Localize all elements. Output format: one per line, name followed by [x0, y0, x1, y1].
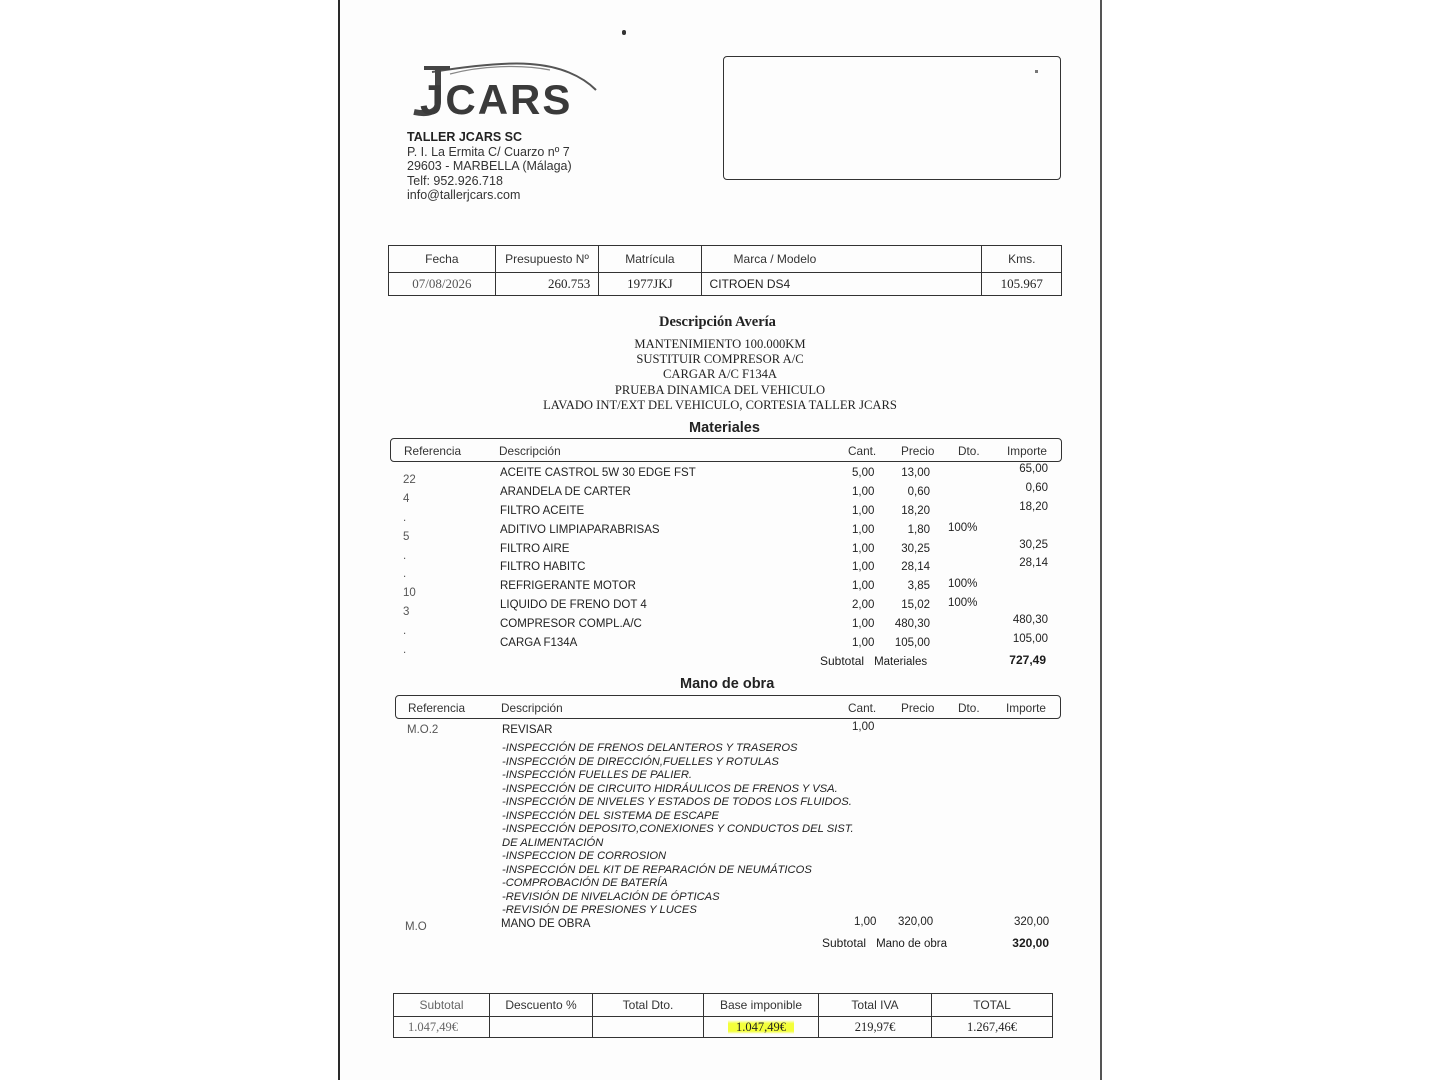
row-precio: 320,00	[898, 916, 934, 928]
inspection-item: -INSPECCIÓN DE FRENOS DELANTEROS Y TRASEROS	[502, 742, 798, 754]
labor-row-mano	[0, 916, 1440, 934]
row-ref: .	[403, 625, 407, 637]
header-label-marca: Marca / Modelo	[701, 246, 982, 273]
totals-label-subtotal: Subtotal	[394, 994, 490, 1017]
col-importe: Importe	[1007, 444, 1047, 458]
header-value-presupuesto: 260.753	[495, 273, 599, 296]
row-desc: FILTRO ACEITE	[500, 505, 585, 517]
mano-obra-subtotal	[822, 936, 947, 950]
company-info	[407, 130, 572, 203]
row-precio: 18,20	[901, 505, 930, 517]
material-row	[0, 463, 1440, 486]
labor-row-revisar	[0, 721, 1440, 742]
row-ref: M.O.2	[407, 724, 439, 736]
totals-value-base: 1.047,49€	[728, 1020, 794, 1034]
row-precio: 105,00	[894, 637, 930, 649]
row-cant: 1,00	[854, 916, 877, 928]
material-row	[0, 614, 1440, 637]
mano-obra-title: Mano de obra	[680, 676, 775, 692]
subtotal-label: Subtotal	[820, 654, 865, 668]
totals-value-iva: 219,97€	[819, 1017, 932, 1038]
row-cant: 1,00	[852, 486, 875, 498]
inspection-item: -REVISIÓN DE PRESIONES Y LUCES	[502, 904, 697, 916]
jcars-logo	[410, 60, 610, 130]
inspection-item: -INSPECCIÓN DE DIRECCIÓN,FUELLES Y ROTULAS	[502, 755, 779, 768]
averia-title: Descripción Avería	[659, 314, 776, 330]
company-address-line2: 29603 - MARBELLA (Málaga)	[407, 159, 572, 174]
header-label-fecha: Fecha	[389, 246, 496, 273]
subtotal-name: Mano de obra	[876, 938, 948, 950]
materiales-subtotal-value	[1000, 653, 1046, 667]
row-precio: 0,60	[907, 486, 930, 498]
mano-obra-column-header	[395, 695, 1061, 719]
col-descripcion: Descripción	[501, 701, 563, 715]
row-ref: .	[403, 550, 407, 562]
row-ref: 3	[403, 606, 410, 618]
row-ref: 10	[403, 587, 416, 599]
col-precio: Precio	[901, 444, 935, 458]
row-cant: 5,00	[852, 467, 875, 479]
row-cant: 1,00	[852, 637, 875, 649]
row-ref: .	[403, 644, 407, 656]
material-row	[0, 633, 1440, 656]
totals-label-iva: Total IVA	[819, 994, 932, 1017]
row-ref: 5	[403, 531, 410, 543]
row-precio: 28,14	[901, 561, 930, 573]
row-precio: 480,30	[894, 618, 930, 630]
row-dto: 100%	[948, 597, 978, 609]
averia-line: MANTENIMIENTO 100.000KM	[634, 337, 806, 351]
scan-dot	[622, 30, 626, 35]
averia-line: PRUEBA DINAMICA DEL VEHICULO	[614, 382, 826, 397]
material-row	[0, 524, 1440, 542]
material-row	[0, 539, 1440, 562]
row-ref: 22	[403, 474, 416, 486]
header-value-matricula: 1977JKJ	[599, 273, 701, 296]
row-desc: COMPRESOR COMPL.A/C	[500, 618, 642, 630]
inspection-item: -INSPECCIÓN DEL KIT DE REPARACIÓN DE NEUMÁTICOS	[502, 863, 812, 876]
inspection-item: -REVISIÓN DE NIVELACIÓN DE ÓPTICAS	[502, 890, 720, 903]
col-dto: Dto.	[958, 444, 980, 458]
row-ref: 4	[403, 493, 410, 505]
row-importe: 105,00	[1012, 633, 1048, 645]
col-descripcion: Descripción	[499, 444, 561, 458]
col-referencia: Referencia	[408, 701, 466, 715]
row-cant: 1,00	[852, 580, 875, 592]
company-phone: Telf: 952.926.718	[407, 173, 503, 188]
inspection-item: -INSPECCIÓN DEL SISTEMA DE ESCAPE	[502, 809, 719, 822]
row-cant: 1,00	[852, 721, 875, 733]
row-desc: ADITIVO LIMPIAPARABRISAS	[500, 524, 660, 536]
inspection-list	[502, 742, 854, 918]
inspection-item: -COMPROBACIÓN DE BATERÍA	[502, 877, 668, 889]
row-desc: FILTRO AIRE	[500, 543, 570, 555]
row-cant: 1,00	[852, 505, 875, 517]
row-desc: ARANDELA DE CARTER	[500, 486, 631, 498]
row-cant: 1,00	[852, 618, 875, 630]
averia-line: LAVADO INT/EXT DEL VEHICULO, CORTESIA TALLER JCARS	[543, 397, 897, 412]
materiales-title: Materiales	[689, 420, 760, 436]
totals-label-base: Base imponible	[704, 994, 819, 1017]
row-precio: 30,25	[901, 543, 930, 555]
header-value-kms: 105.967	[982, 273, 1062, 296]
row-importe: 0,60	[1025, 482, 1048, 494]
inspection-item: -INSPECCION DE CORROSION	[502, 850, 667, 862]
totals-label-total: TOTAL	[973, 998, 1011, 1012]
mano-obra-subtotal-value	[1000, 936, 1049, 950]
col-referencia: Referencia	[404, 444, 462, 458]
inspection-item: -INSPECCIÓN FUELLES DE PALIER.	[502, 769, 693, 781]
row-importe: 30,25	[1019, 539, 1048, 551]
header-value-fecha: 07/08/2026	[389, 273, 496, 296]
col-dto: Dto.	[958, 701, 980, 715]
totals-label-descuento: Descuento %	[490, 994, 593, 1017]
row-cant: 1,00	[852, 524, 875, 536]
row-dto: 100%	[948, 522, 978, 534]
budget-header-table	[388, 245, 1062, 296]
row-precio: 13,00	[901, 467, 930, 479]
row-desc: CARGA F134A	[500, 637, 578, 649]
row-desc: MANO DE OBRA	[501, 918, 591, 930]
totals-value-base-cell	[704, 1017, 819, 1038]
customer-address-box	[723, 56, 1061, 180]
col-cant: Cant.	[848, 701, 877, 715]
averia-line: SUSTITUIR COMPRESOR A/C	[636, 352, 804, 367]
company-name: TALLER JCARS SC	[407, 130, 523, 144]
inspection-item: -INSPECCIÓN DE CIRCUITO HIDRÁULICOS DE FRENOS Y VSA.	[502, 782, 838, 795]
inspection-item: -INSPECCIÓN DEPOSITO,CONEXIONES Y CONDUCTOS DEL SIST.	[502, 823, 854, 835]
material-row	[0, 501, 1440, 524]
logo-text: JCARS	[420, 76, 573, 123]
totals-value-total-dto	[593, 1017, 704, 1038]
col-cant: Cant.	[848, 444, 877, 458]
row-desc: FILTRO HABITC	[500, 561, 586, 573]
row-importe: 28,14	[1019, 557, 1048, 569]
totals-table	[393, 993, 1053, 1038]
row-desc: ACEITE CASTROL 5W 30 EDGE FST	[500, 467, 696, 479]
row-precio: 15,02	[901, 599, 930, 611]
subtotal-name: Materiales	[874, 656, 928, 668]
totals-value-descuento	[490, 1017, 593, 1038]
col-importe: Importe	[1006, 701, 1046, 715]
material-row	[0, 599, 1440, 617]
subtotal-label: Subtotal	[822, 936, 867, 950]
scan-mark	[1035, 70, 1038, 73]
row-desc: REFRIGERANTE MOTOR	[500, 580, 636, 592]
header-label-kms: Kms.	[1008, 252, 1036, 266]
row-ref: .	[403, 512, 407, 524]
row-cant: 2,00	[852, 599, 875, 611]
totals-value-total: 1.267,46€	[932, 1017, 1053, 1038]
company-email: info@tallerjcars.com	[407, 188, 521, 203]
totals-label-total-dto: Total Dto.	[593, 994, 704, 1017]
row-importe: 480,30	[1012, 614, 1048, 626]
row-precio: 1,80	[907, 524, 930, 536]
inspection-item: DE ALIMENTACIÓN	[502, 836, 604, 849]
materiales-subtotal	[820, 654, 927, 668]
row-desc: REVISAR	[502, 724, 553, 736]
row-dto: 100%	[948, 578, 978, 590]
row-ref: .	[403, 568, 407, 580]
row-desc: LIQUIDO DE FRENO DOT 4	[500, 599, 647, 611]
averia-lines	[540, 337, 900, 413]
row-ref: M.O	[405, 921, 427, 933]
materiales-column-header	[390, 438, 1062, 462]
inspection-item: -INSPECCIÓN DE NIVELES Y ESTADOS DE TODOS LOS FLUIDOS.	[502, 796, 852, 808]
row-importe: 320,00	[1014, 916, 1050, 928]
row-cant: 1,00	[852, 543, 875, 555]
company-address-line1: P. I. La Ermita C/ Cuarzo nº 7	[407, 144, 570, 159]
row-cant: 1,00	[852, 561, 875, 573]
material-row	[0, 580, 1440, 598]
subtotal-value: 727,49	[1009, 653, 1046, 667]
col-precio: Precio	[901, 701, 935, 715]
header-value-marca: CITROEN DS4	[701, 273, 982, 296]
material-row	[0, 482, 1440, 505]
row-precio: 3,85	[907, 580, 930, 592]
row-importe: 65,00	[1019, 463, 1048, 475]
subtotal-value: 320,00	[1012, 936, 1049, 950]
material-row	[0, 557, 1440, 580]
row-importe: 18,20	[1019, 501, 1048, 513]
totals-value-subtotal: 1.047,49€	[394, 1017, 490, 1038]
averia-line: CARGAR A/C F134A	[662, 367, 778, 382]
header-label-matricula: Matrícula	[599, 246, 701, 273]
header-label-presupuesto: Presupuesto Nº	[495, 246, 599, 273]
